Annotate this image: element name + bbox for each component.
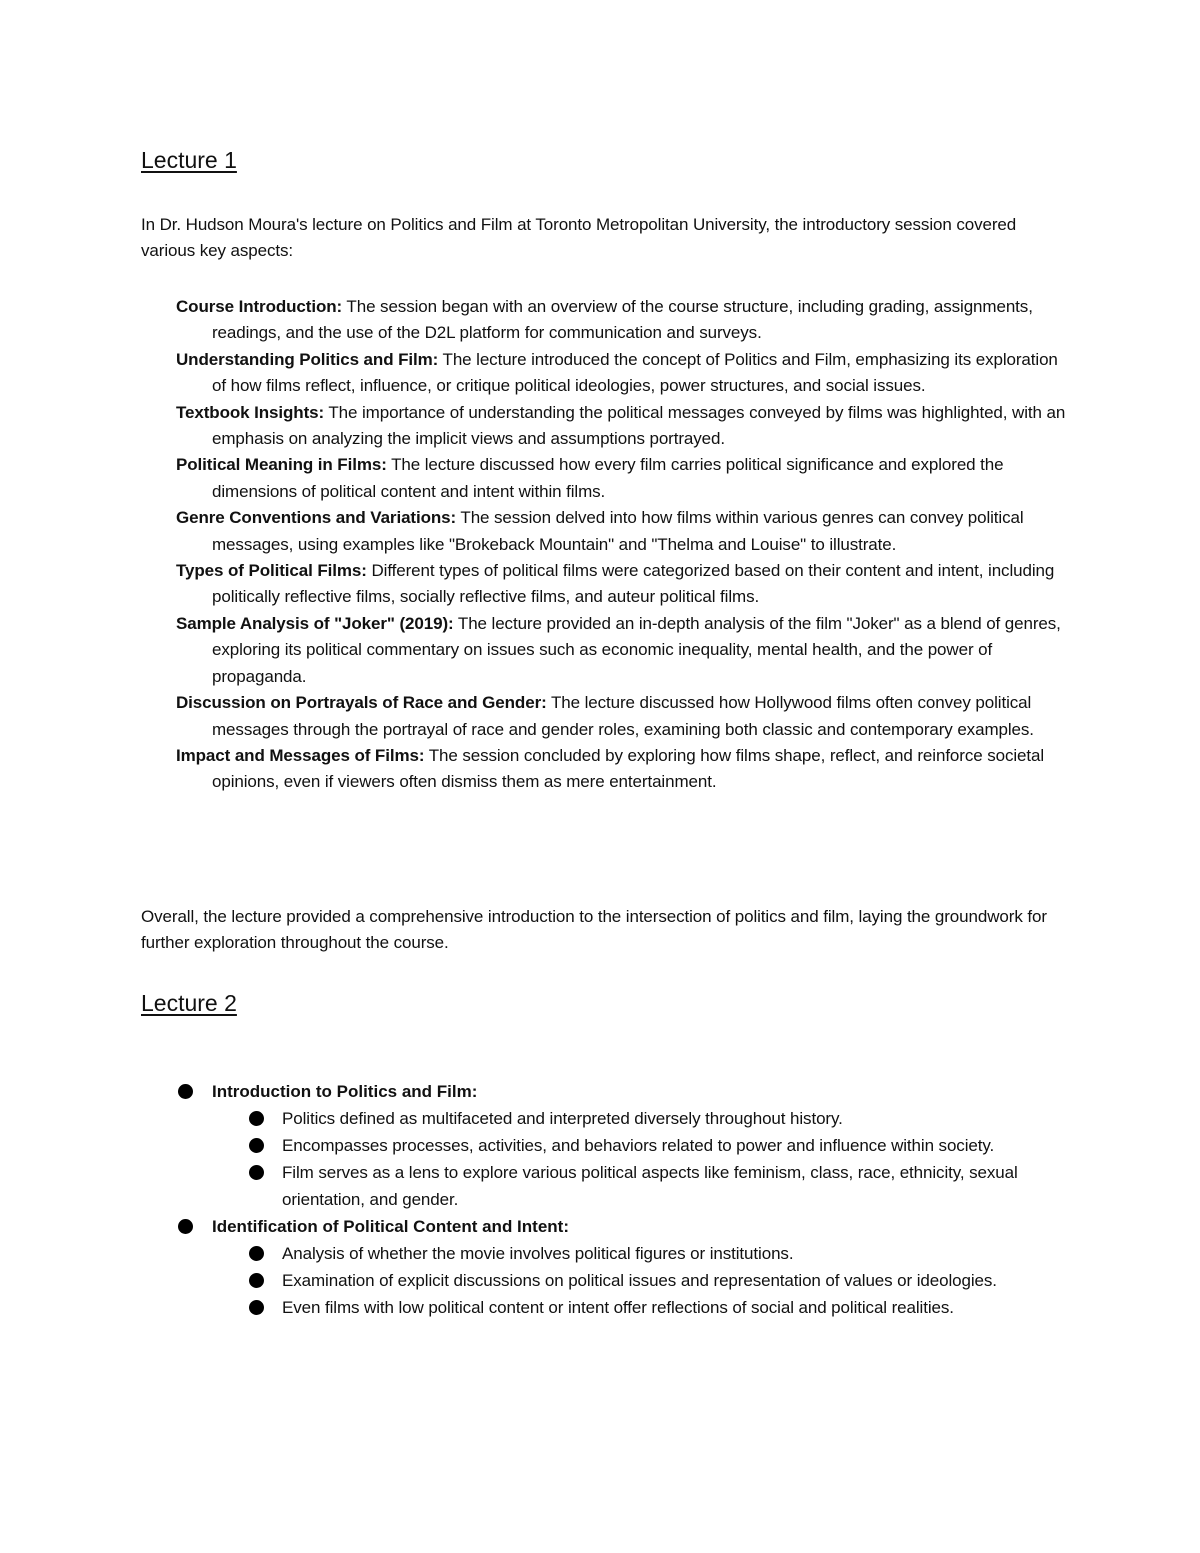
topic-term: Discussion on Portrayals of Race and Gender: [176,693,547,713]
bullet-icon [249,1111,264,1126]
topic-term: Genre Conventions and Variations: [176,508,457,528]
bullet-icon [178,1084,193,1099]
topic-term: Impact and Messages of Films: [176,745,425,765]
topic-item [176,558,1066,611]
lecture-1-conclusion: Overall, the lecture provided a comprehensive introduction to the intersection of politics and film, laying the groundwork for further exploration throughout the course. [141,907,1047,952]
topic-item [176,611,1066,690]
bullet-icon [249,1246,264,1261]
topic-term: Sample Analysis of "Joker" (2019): [176,613,454,633]
topic-term: Political Meaning in Films: [176,455,387,475]
topic-text: The session concluded by exploring how films shape, reflect, and reinforce societal opinions, even if viewers often dismiss them as mere entertainment. [212,745,1045,792]
bullet-icon [249,1138,264,1153]
topic-text: The session began with an overview of the course structure, including grading, assignments, readings, and the use of the D2L platform for communication and surveys. [212,297,1033,343]
bullet-icon [249,1165,264,1180]
topic-item [176,690,1066,743]
topic-term: Understanding Politics and Film: [176,349,439,369]
bullet-icon [249,1300,264,1315]
point-text: Encompasses processes, activities, and behaviors related to power and influence within society. [282,1136,995,1155]
lecture-1-heading: Lecture 1 [141,147,237,173]
topic-item [176,347,1066,400]
bullet-icon [249,1273,264,1288]
topic-text: The lecture provided an in-depth analysis of the film "Joker" as a blend of genres, exploring its political commentary on issues such as economic inequality, mental health, and the power of propaganda. [212,613,1061,686]
section-title: Introduction to Politics and Film: [212,1082,478,1101]
topic-text: Different types of political films were categorized based on their content and intent, including politically reflective films, socially reflective films, and auteur political films. [212,561,1055,607]
outline-point [176,1132,1076,1159]
topic-term: Types of Political Films: [176,561,367,581]
point-text: Politics defined as multifaceted and interpreted diversely throughout history. [282,1109,843,1128]
topic-term: Course Introduction: [176,297,343,316]
point-text: Even films with low political content or intent offer reflections of social and political realities. [282,1298,954,1317]
topic-text: The lecture discussed how Hollywood films often convey political messages through the portrayal of race and gender roles, examining both classic and contemporary examples. [212,693,1034,739]
topic-text: The lecture discussed how every film carries political significance and explored the dimensions of political content and intent within films. [212,455,1004,501]
topic-text: The session delved into how films within various genres can convey political messages, using examples like "Brokeback Mountain" and "Thelma and Louise" to illustrate. [212,508,1024,554]
bullet-icon [178,1219,193,1234]
outline-section [176,1078,1076,1105]
topic-text: The lecture introduced the concept of Politics and Film, emphasizing its exploration of how films reflect, influence, or critique political ideologies, power structures, and social issues. [212,349,1058,396]
outline-point [176,1294,1076,1321]
point-text: Analysis of whether the movie involves political figures or institutions. [282,1244,794,1263]
topic-item [176,743,1066,796]
outline-point [176,1159,1076,1213]
lecture-1-topic-list [176,294,1066,796]
topic-item [176,452,1066,505]
lecture-2-heading: Lecture 2 [141,990,237,1016]
outline-point [176,1240,1076,1267]
lecture-1-intro: In Dr. Hudson Moura's lecture on Politics and Film at Toronto Metropolitan University, the introductory session covered various key aspects: [141,215,1017,260]
outline-point [176,1105,1076,1132]
topic-item [176,505,1066,558]
point-text: Examination of explicit discussions on political issues and representation of values or ideologies. [282,1271,997,1290]
point-text: Film serves as a lens to explore various political aspects like feminism, class, race, ethnicity, sexual orientation, and gender. [282,1163,1018,1209]
topic-item [176,400,1066,453]
outline-point [176,1267,1076,1294]
lecture-2-outline [176,1078,1076,1321]
topic-term: Textbook Insights: [176,402,325,422]
topic-item [176,294,1066,347]
outline-section [176,1213,1076,1240]
section-title: Identification of Political Content and Intent: [212,1217,569,1236]
topic-text: The importance of understanding the political messages conveyed by films was highlighted, with an emphasis on analyzing the implicit views and assumptions portrayed. [212,402,1066,449]
